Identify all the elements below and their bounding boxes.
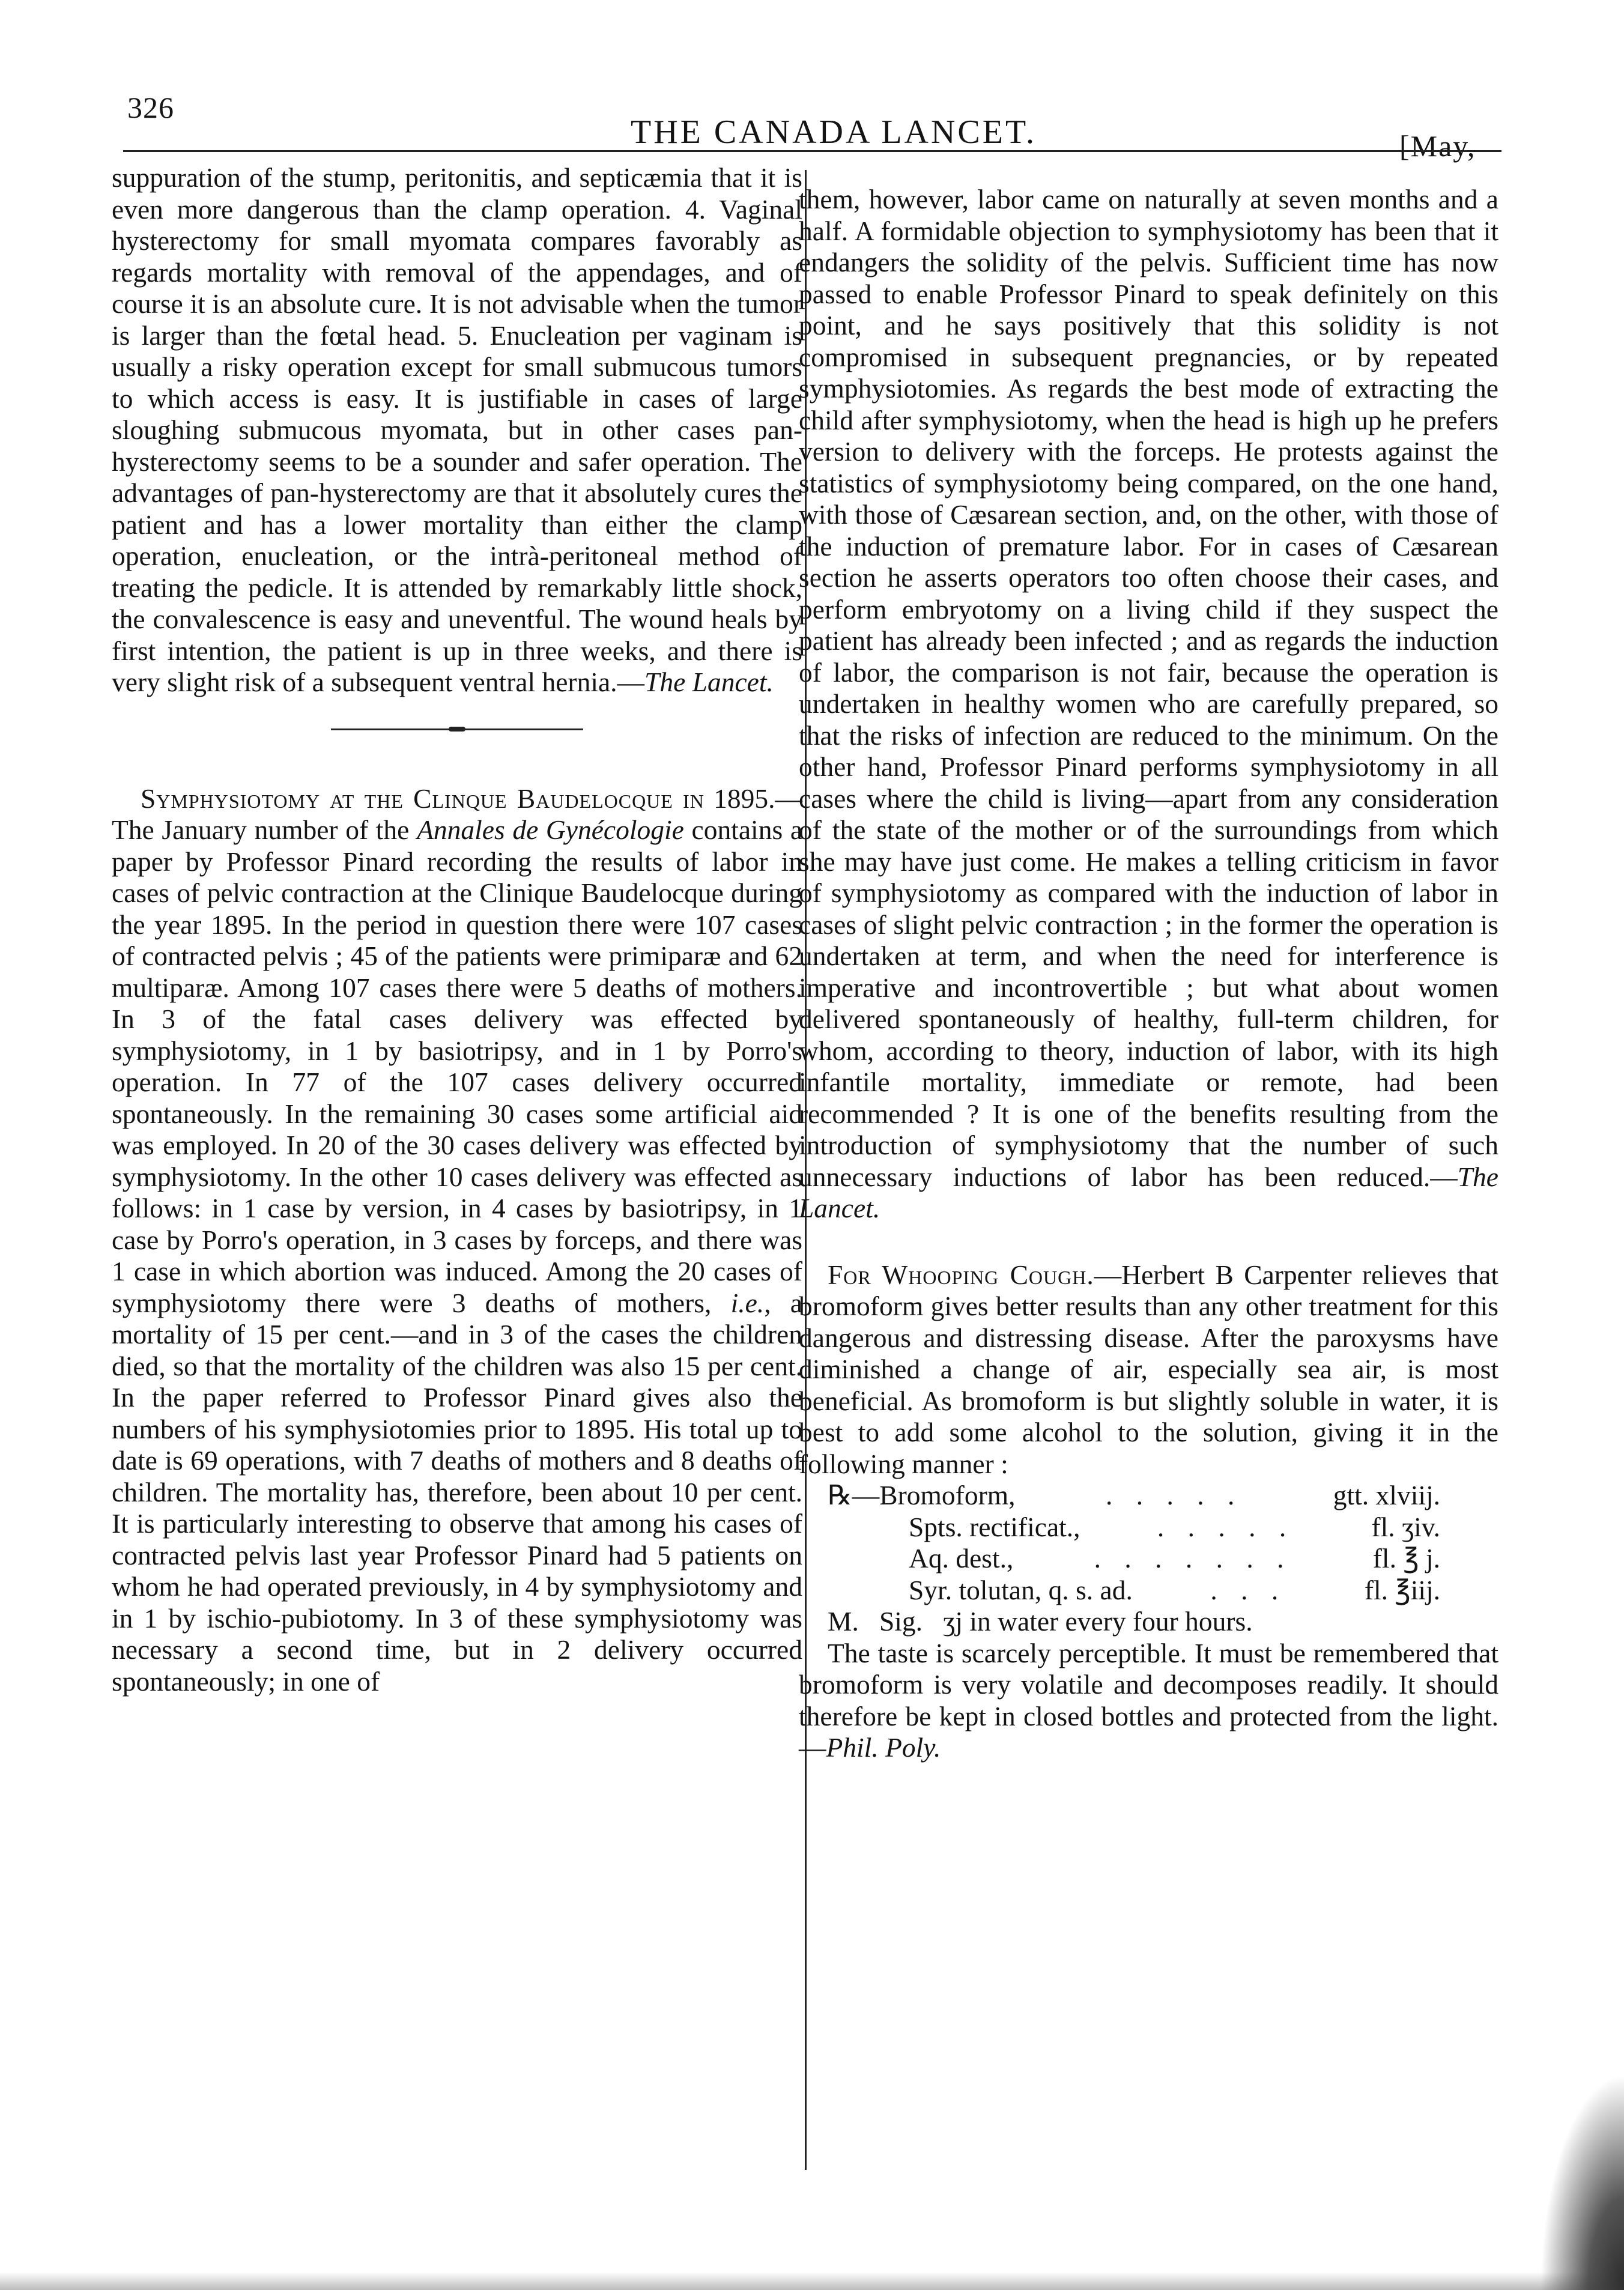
prescription-line — [799, 1480, 1440, 1512]
article-text: 1895.—The January number of the — [112, 783, 802, 845]
left-column — [112, 162, 802, 1697]
article-text: , a mortality of 15 per cent.—and in 3 of the cases the children died, so that the mortality of the children was also 15 per cent. In the paper referred to Professor Pinard gives also the numbers of his symphysiotomies prior to 1895. His total up to date is 69 operations, with 7 deaths of mothers and 8 deaths of children. The mortality has, therefore, been about 10 per cent. It is particularly interesting to observe that among his cases of contracted pelvis last year Professor Pinard had 5 patients on whom he had operated previously, in 4 by symphysiotomy and in 1 by ischio-pubiotomy. In 3 of these symphysiotomy was necessary a second time, but in 2 delivery occurred spontaneously; in one of — [112, 1287, 802, 1697]
prescription-ingredient: Syr. tolutan, q. s. ad. — [909, 1574, 1133, 1605]
leader-dots: . . . . . — [1157, 1511, 1295, 1542]
issue-month: [May, — [1399, 129, 1476, 163]
article-whooping-cough — [799, 1259, 1498, 1480]
section-rule — [331, 728, 583, 730]
prescription-quantity: gtt. xlviij. — [1333, 1480, 1440, 1510]
prescription-line — [799, 1512, 1440, 1543]
leader-dots: . . . — [1210, 1574, 1287, 1605]
source-citation: Phil. Poly. — [826, 1732, 941, 1763]
prescription-ingredient: Spts. rectificat., — [909, 1511, 1080, 1542]
prescription-signature: M. Sig. ʒj in water every four hours. — [828, 1606, 1253, 1637]
prescription-line — [799, 1543, 1440, 1575]
running-title: THE CANADA LANCET. — [631, 114, 1037, 151]
right-column — [799, 184, 1498, 1764]
source-citation: The Lancet. — [644, 667, 774, 697]
paragraph-text: The taste is scarcely perceptible. It must be remembered that bromoform is very volatile and decomposes readily. It should therefore be kept in closed bottles and protected from the light.— — [799, 1637, 1498, 1763]
article-heading: Symphysiotomy at the Clinque Baudelocque in — [141, 783, 704, 814]
page-number: 326 — [127, 91, 174, 124]
page-edge-shadow — [1540, 2074, 1624, 2290]
source-citation: The Lancet. — [799, 1161, 1498, 1223]
page-bottom-shadow — [0, 2272, 1624, 2290]
leader-dots: . . . . . — [1105, 1480, 1243, 1510]
paragraph-text: them, however, labor came on naturally at seven months and a half. A formidable objection to symphysiotomy has been that it endangers the solidity of the pelvis. Sufficient time has now passed to enable Professor Pinard to speak definitely on this point, and he says positively that this solidity is not compromised in subsequent pregnancies, or by repeated symphysiotomies. As regards the best mode of extracting the child after symphysiotomy, when the head is high up he prefers version to delivery with the forceps. He protests against the statistics of symphysiotomy being compared, on the one hand, with those of Cæsarean section, and, on the other, with those of the induction of premature labor. For in cases of Cæsarean section he asserts operators too often choose their cases, and perform embryotomy on a living child if they suspect the patient has already been infected ; and as regards the induction of labor, the comparison is not fair, because the operation is undertaken in healthy women who are carefully prepared, so that the risks of infection are reduced to the minimum. On the other hand, Professor Pinard performs symphysiotomy in all cases where the child is living—apart from any consideration of the state of the mother or of the surroundings from which she may have just come. He makes a telling criticism in favor of symphysiotomy as compared with the induction of labor in cases of slight pelvic contraction ; in the former the operation is undertaken at term, and when the need for interference is imperative and incontrovertible ; but what about women delivered spontaneously of healthy, full-term children, for whom, according to theory, induction of labor, with its high infantile mortality, immediate or remote, had been recommended ? It is one of the benefits resulting from the introduction of symphysiotomy that the number of such unnecessary inductions of labor has been reduced.— — [799, 184, 1498, 1192]
abbreviation: i.e. — [730, 1287, 765, 1318]
paragraph-continuation — [799, 184, 1498, 1225]
prescription-ingredient: Aq. dest., — [909, 1543, 1014, 1574]
paragraph-hysterectomy — [112, 162, 802, 698]
prescription-block — [799, 1480, 1498, 1638]
leader-dots: . . . . . . . — [1094, 1543, 1292, 1574]
article-text: contains a paper by Professor Pinard recording the results of labor in cases of pelvic contraction at the Clinique Baudelocque during the year 1895. In the period in question there were 107 cases of contracted pelvis ; 45 of the patients were primiparæ and 62 multiparæ. Among 107 cases there were 5 deaths of mothers. In 3 of the fatal cases delivery was effected by symphysiotomy, in 1 by basiotripsy, and in 1 by Porro's operation. In 77 of the 107 cases delivery occurred spontaneously. In the remaining 30 cases some artificial aid was employed. In 20 of the 30 cases delivery was effected by symphysiotomy. In the other 10 cases delivery was effected as follows: in 1 case by version, in 4 cases by basiotripsy, in 1 case by Porro's operation, in 3 cases by forceps, and there was 1 case in which abortion was induced. Among the 20 cases of symphysiotomy there were 3 deaths of mothers, — [112, 814, 803, 1318]
article-text: —Herbert B Carpenter relieves that bromoform gives better results than any other treatment for this dangerous and distressing disease. After the paroxysms have diminished a change of air, especially sea air, is most beneficial. As bromoform is but slightly soluble in water, it is best to add some alcohol to the solution, giving it in the following manner : — [799, 1259, 1499, 1479]
prescription-quantity: fl. ʒiv. — [1371, 1511, 1440, 1542]
prescription-quantity: fl. ℥iij. — [1364, 1574, 1440, 1605]
header-rule — [123, 150, 1501, 152]
article-heading: For Whooping Cough. — [828, 1259, 1094, 1290]
prescription-ingredient: ℞—Bromoform, — [828, 1480, 1016, 1510]
paragraph-text: suppuration of the stump, peritonitis, and septicæmia that it is even more dangerous than the clamp operation. 4. Vaginal hysterectomy for small myomata compares favorably as regards mortality with removal of the appendages, and of course it is an absolute cure. It is not advisable when the tumor is larger than the fœtal head. 5. Enucleation per vaginam is usually a risky operation except for small submucous tumors to which access is easy. It is justifiable in cases of large sloughing submucous myomata, but in other cases pan-hysterectomy seems to be a sounder and safer operation. The advantages of pan-hysterectomy are that it absolutely cures the patient and has a lower mortality than either the clamp operation, enucleation, or the intrà-peritoneal method of treating the pedicle. It is attended by remarkably little shock, the convalescence is easy and uneventful. The wound heals by first intention, the patient is up in three weeks, and there is very slight risk of a subsequent ventral hernia.— — [112, 162, 802, 697]
article-symphysiotomy — [112, 783, 802, 1698]
journal-name: Annales de Gynécologie — [417, 814, 684, 845]
prescription-quantity: fl. ℥ j. — [1372, 1543, 1440, 1574]
prescription-line — [799, 1575, 1440, 1607]
paragraph-closing — [799, 1638, 1498, 1764]
